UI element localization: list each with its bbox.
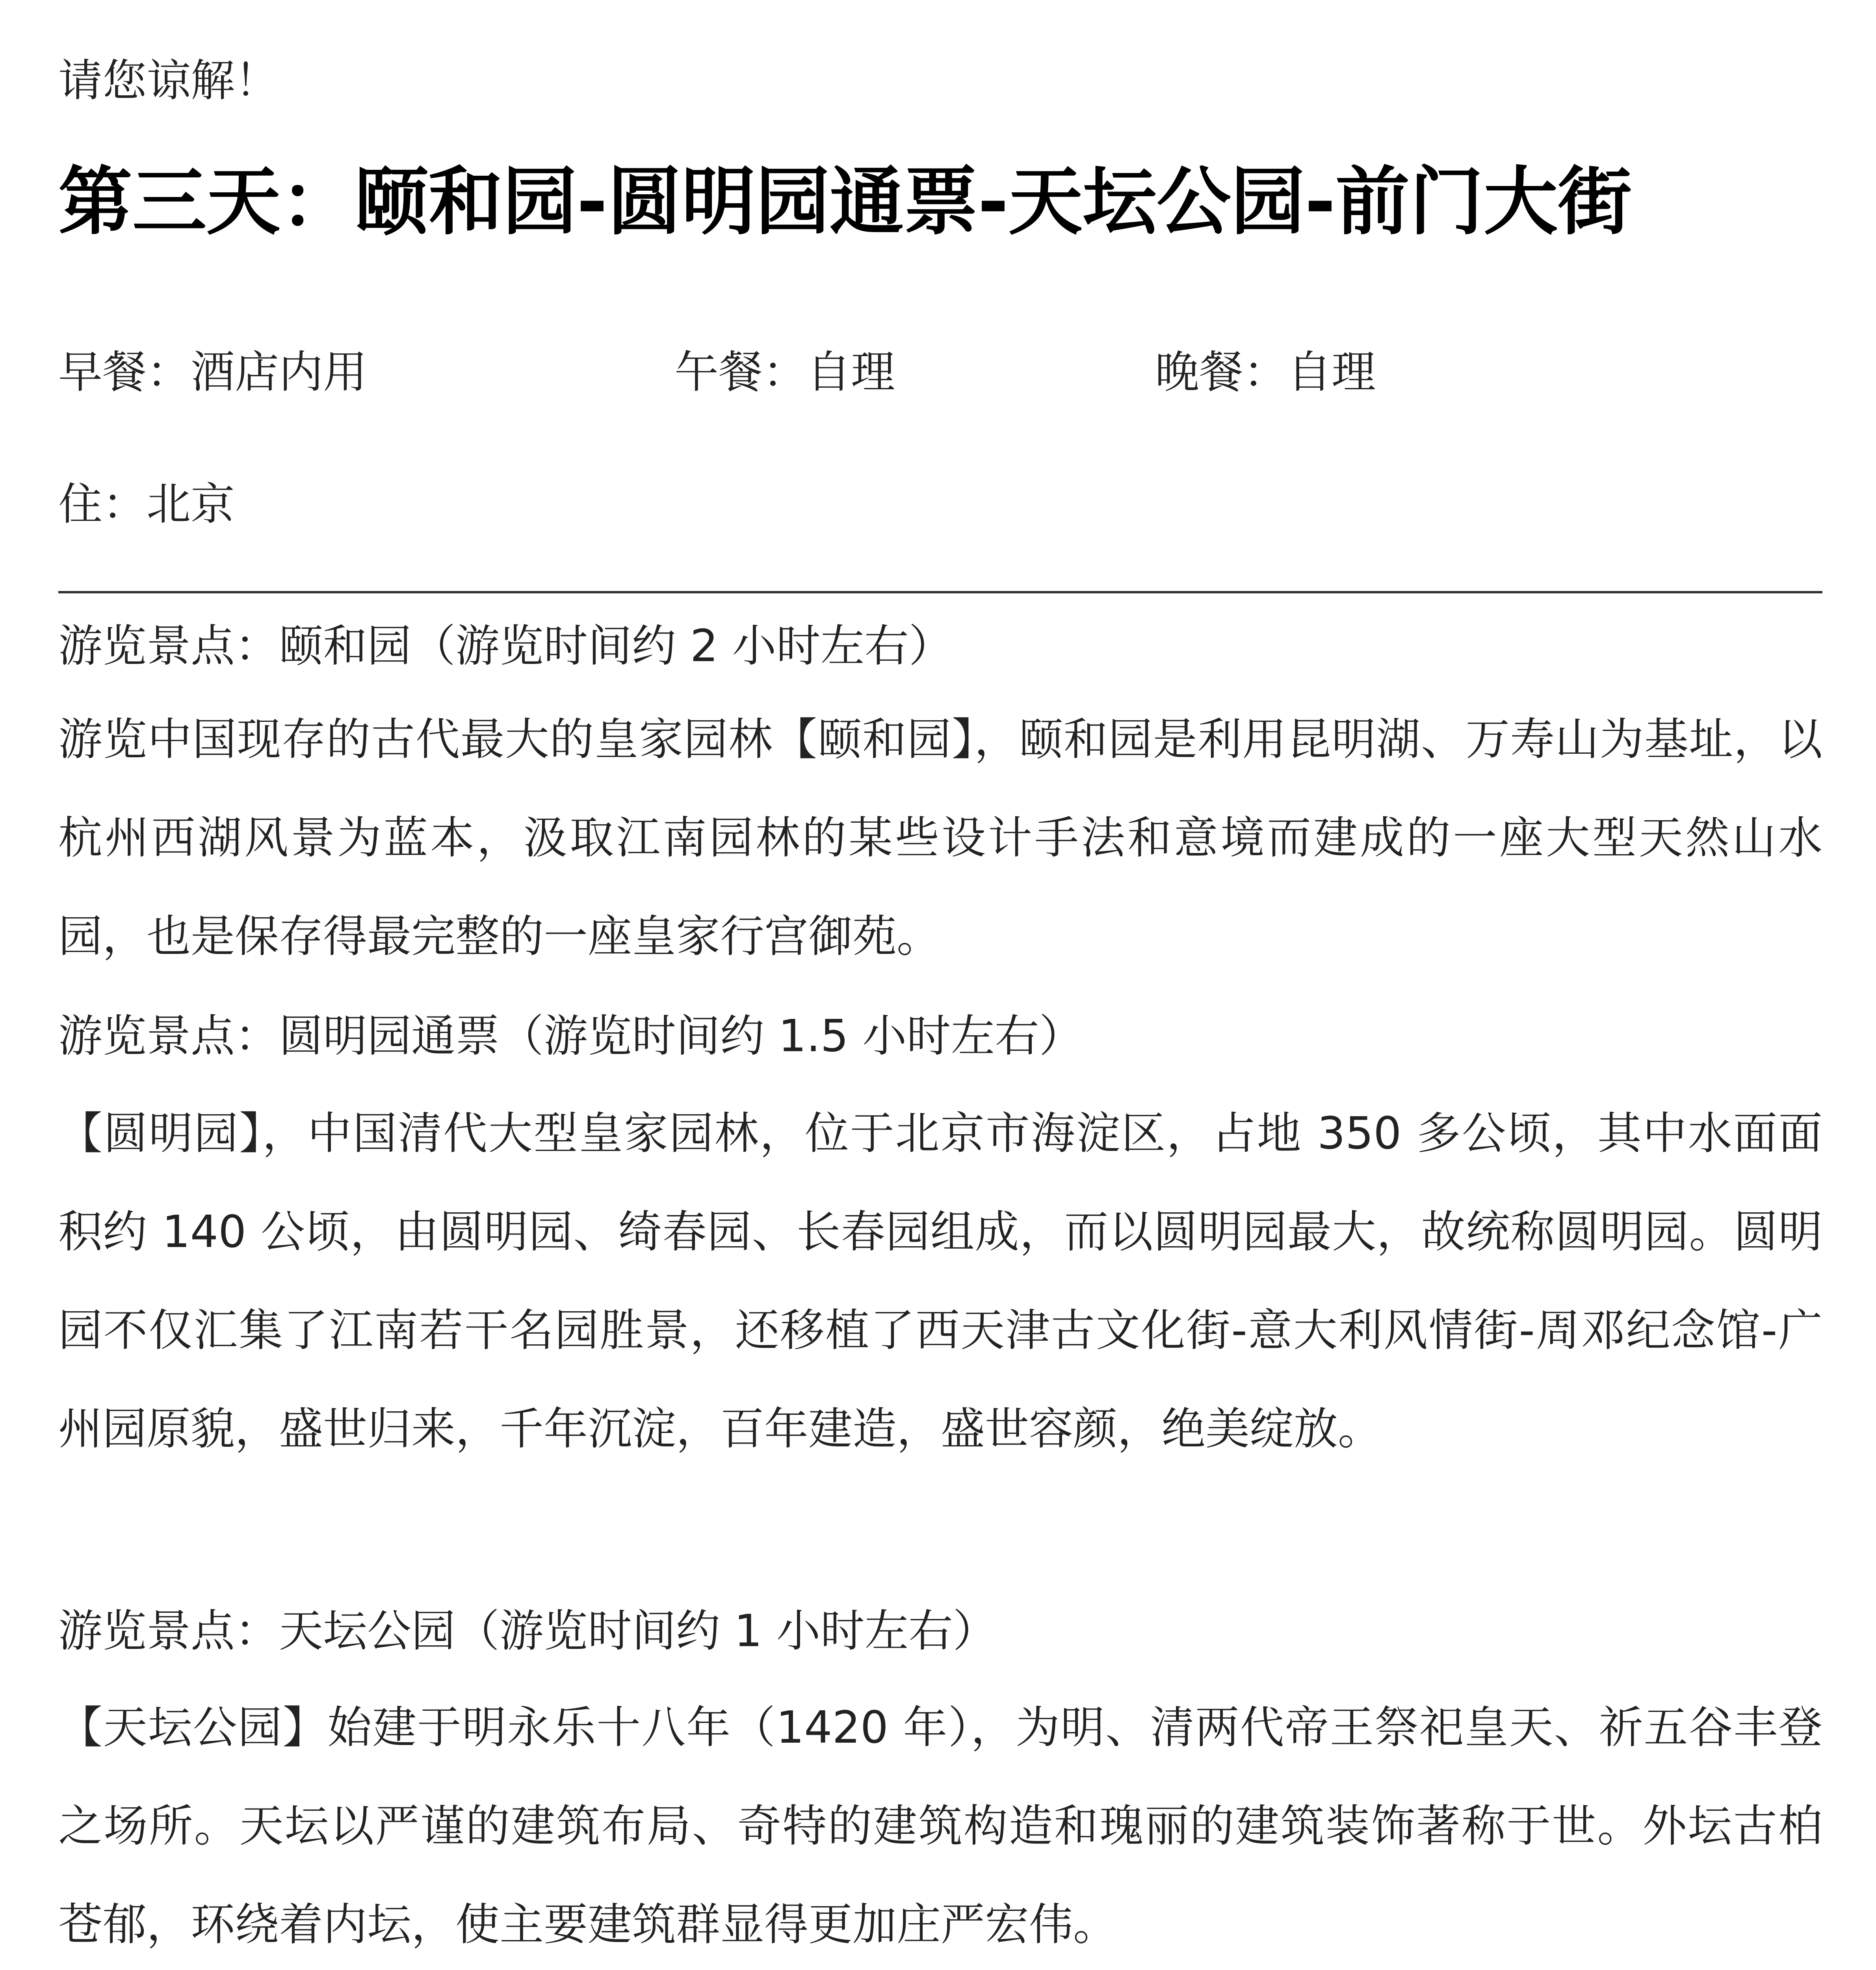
- spot-desc-summer-palace: 游览中国现存的古代最大的皇家园林【颐和园】，颐和园是利用昆明湖、万寿山为基址，以杭州西湖风景为蓝本，汲取江南园林的某些设计手法和意境而建成的一座大型天然山水园，也是保存得最完整的一座皇家行宫御苑。: [58, 714, 1822, 962]
- dinner-text: 晚餐：自理: [1155, 347, 1376, 398]
- divider-line: [58, 591, 1822, 593]
- spot-desc-old-summer-palace: 【圆明园】，中国清代大型皇家园林，位于北京市海淀区，占地 350 多公顷，其中水面面积约 140 公顷，由圆明园、绮春园、长春园组成，而以圆明园最大，故统称圆明园。圆明园不仅汇集了江南若干名园胜景，还移植了西天津古文化街-意大利风情街-周邓纪念馆-广州园原貌，盛世归来，千年沉淀，百年建造，盛世容颜，绝美绽放。: [58, 1108, 1822, 1455]
- spot-heading-old-summer-palace: 游览景点：圆明园通票（游览时间约 1.5 小时左右）: [58, 1011, 1083, 1062]
- intro-tail-text: 请您谅解！: [58, 55, 279, 106]
- spot-heading-summer-palace: 游览景点：颐和园（游览时间约 2 小时左右）: [58, 621, 953, 672]
- spot-heading-temple-of-heaven: 游览景点：天坛公园（游览时间约 1 小时左右）: [58, 1606, 997, 1657]
- spot-desc-temple-of-heaven: 【天坛公园】始建于明永乐十八年（1420 年），为明、清两代帝王祭祀皇天、祈五谷丰登之场所。天坛以严谨的建筑布局、奇特的建筑构造和瑰丽的建筑装饰著称于世。外坛古柏苍郁，环绕着内坛，使主要建筑群显得更加庄严宏伟。: [58, 1702, 1822, 1950]
- breakfast-text: 早餐：酒店内用: [58, 347, 367, 398]
- day3-title: 第三天：颐和园-圆明园通票-天坛公园-前门大街: [58, 159, 1632, 245]
- accommodation-text: 住：北京: [58, 479, 235, 530]
- lunch-text: 午餐：自理: [674, 347, 895, 398]
